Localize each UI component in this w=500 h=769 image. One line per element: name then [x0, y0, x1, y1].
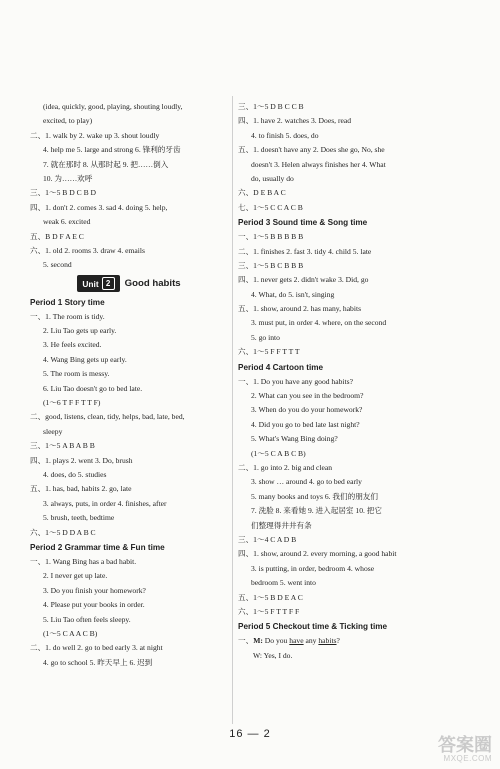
answer-line: 们整理得井井有条: [251, 520, 312, 530]
answer-line: do, usually do: [251, 173, 294, 183]
answer-line: 3. must put, in order 4. where, on the second: [251, 318, 387, 328]
answer-line: 5. brush, teeth, bedtime: [43, 513, 115, 523]
right-column: [238, 100, 450, 663]
answer-line: 三、1～4 C A D B: [238, 534, 297, 544]
answer-line: 六、1～5 F T T F F: [238, 606, 300, 616]
answer-line: 六、1. old 2. rooms 3. draw 4. emails: [30, 245, 145, 255]
answer-line: doesn't 3. Helen always finishes her 4. What: [251, 159, 386, 169]
period-heading: Period 1 Story time: [30, 297, 105, 307]
answer-line: (1～6 T F F T T F): [43, 398, 101, 408]
answer-line: 七、1～5 C C A C B: [238, 202, 303, 212]
watermark-text: 答案圈: [438, 735, 492, 755]
answer-line: 3. always, puts, in order 4. finishes, after: [43, 498, 167, 508]
answer-line: 五、1. has, bad, habits 2. go, late: [30, 484, 132, 494]
answer-line: 三、1～5 B C B B B: [238, 260, 304, 270]
unit-badge-word: Unit: [82, 278, 99, 289]
answer-line: 2. Liu Tao gets up early.: [43, 326, 117, 336]
answer-line: 2. What can you see in the bedroom?: [251, 391, 364, 401]
answer-line: 3. When do you do your homework?: [251, 405, 363, 415]
answer-line: 6. Liu Tao doesn't go to bed late.: [43, 383, 143, 393]
answer-line: 7. 就在那时 8. 从那时起 9. 把……倒入: [43, 159, 169, 169]
answer-line: bedroom 5. went into: [251, 578, 316, 588]
answer-line: 四、1. show, around 2. every morning, a good habit: [238, 549, 397, 559]
answer-line: 5. many books and toys 6. 我们的朋友们: [251, 491, 378, 501]
answer-line: 5. The room is messy.: [43, 369, 110, 379]
answer-line: excited, to play): [43, 116, 93, 126]
answer-line: W: Yes, I do.: [253, 650, 293, 660]
answer-line: 4. Did you go to bed late last night?: [251, 419, 360, 429]
answer-line: 二、1. walk by 2. wake up 3. shout loudly: [30, 130, 160, 140]
period-heading: Period 5 Checkout time & Ticking time: [238, 622, 388, 632]
watermark-url: MXQE.COM: [443, 754, 492, 763]
period-heading: Period 3 Sound time & Song time: [238, 218, 368, 228]
section-marker: 一、: [238, 636, 254, 646]
watermark-logo: [420, 736, 492, 766]
answer-line: 一、1. Do you have any good habits?: [238, 376, 353, 386]
answer-line: 2. I never get up late.: [43, 571, 108, 581]
answer-line: 二、1. finishes 2. fast 3. tidy 4. child 5. late: [238, 246, 372, 256]
answer-line: 5. Liu Tao often feels sleepy.: [43, 614, 131, 624]
answer-line: 五、1. doesn't have any 2. Does she go, No, she: [238, 145, 385, 155]
dialogue-line: [238, 634, 450, 648]
unit-badge-number: 2: [102, 277, 115, 290]
answer-line: 4. Please put your books in order.: [43, 600, 145, 610]
answer-line: 4. to finish 5. does, do: [251, 130, 319, 140]
answer-line: (1～5 C A A C B): [43, 628, 98, 638]
unit-badge: [77, 275, 119, 292]
answer-line: 六、1～5 D D A B C: [30, 527, 96, 537]
answer-line: 二、good, listens, clean, tidy, helps, bad, late, bed,: [30, 412, 185, 422]
dialogue-text: Do you: [262, 636, 290, 646]
period-heading: Period 4 Cartoon time: [238, 362, 324, 372]
answer-line: 四、1. plays 2. went 3. Do, brush: [30, 455, 133, 465]
unit-title: Good habits: [124, 278, 181, 290]
answer-line: 5. second: [43, 260, 72, 270]
answer-line: 4. help me 5. large and strong 6. 锋利的牙齿: [43, 145, 181, 155]
answer-line: 5. go into: [251, 332, 280, 342]
left-column: [30, 100, 228, 670]
answer-line: weak 6. excited: [43, 217, 91, 227]
page-number: 16 — 2: [229, 728, 271, 740]
answer-line: 六、D E B A C: [238, 188, 286, 198]
answer-line: 7. 洗脸 8. 来看她 9. 进入起居室 10. 把它: [251, 506, 382, 516]
answer-line: 二、1. go into 2. big and clean: [238, 462, 333, 472]
answer-line: 3. Do you finish your homework?: [43, 585, 146, 595]
answer-line: 一、1. The room is tidy.: [30, 311, 105, 321]
answer-line: 六、1～5 F F T T T: [238, 347, 300, 357]
underlined-word: have: [289, 636, 304, 646]
answer-line: 3. show … around 4. go to bed early: [251, 477, 362, 487]
answer-line: 4. go to school 5. 昨天早上 6. 迟到: [43, 657, 153, 667]
column-divider: [232, 96, 233, 724]
answer-line: sleepy: [43, 426, 63, 436]
answer-line: 5. What's Wang Bing doing?: [251, 434, 338, 444]
unit-heading: [30, 273, 228, 295]
answer-line: 4. does, do 5. studies: [43, 469, 107, 479]
dialogue-text: any: [303, 636, 319, 646]
answer-line: (1～5 C A B C B): [251, 448, 306, 458]
answer-line: 3. is putting, in order, bedroom 4. whose: [251, 563, 375, 573]
answer-line: 四、1. don't 2. comes 3. sad 4. doing 5. help,: [30, 202, 168, 212]
answer-line: 三、1～5 B D C B D: [30, 188, 97, 198]
answer-line: 五、1. show, around 2. has many, habits: [238, 304, 362, 314]
answer-line: 五、B D F A E C: [30, 231, 84, 241]
answer-line: 3. He feels excited.: [43, 340, 102, 350]
answer-line: 五、1～5 B D E A C: [238, 592, 303, 602]
answer-line: 10. 为……欢呼: [43, 173, 93, 183]
dialogue-text: ?: [336, 636, 340, 646]
answer-line: 三、1～5 D B C C B: [238, 102, 304, 111]
answer-line: 一、1～5 B B B B B: [238, 232, 304, 242]
speaker-label: M:: [253, 636, 263, 646]
period-heading: Period 2 Grammar time & Fun time: [30, 542, 165, 552]
answer-line: (idea, quickly, good, playing, shouting loudly,: [43, 102, 183, 111]
answer-line: 三、1～5 A B A B B: [30, 441, 95, 451]
answer-line: 4. Wang Bing gets up early.: [43, 354, 127, 364]
answer-line: 四、1. have 2. watches 3. Does, read: [238, 116, 352, 126]
answer-line: 一、1. Wang Bing has a bad habit.: [30, 556, 137, 566]
answer-line: 二、1. do well 2. go to bed early 3. at night: [30, 643, 163, 653]
answer-line: 4. What, do 5. isn't, singing: [251, 289, 335, 299]
underlined-word: habits: [318, 636, 337, 646]
answer-line: 四、1. never gets 2. didn't wake 3. Did, go: [238, 275, 369, 285]
